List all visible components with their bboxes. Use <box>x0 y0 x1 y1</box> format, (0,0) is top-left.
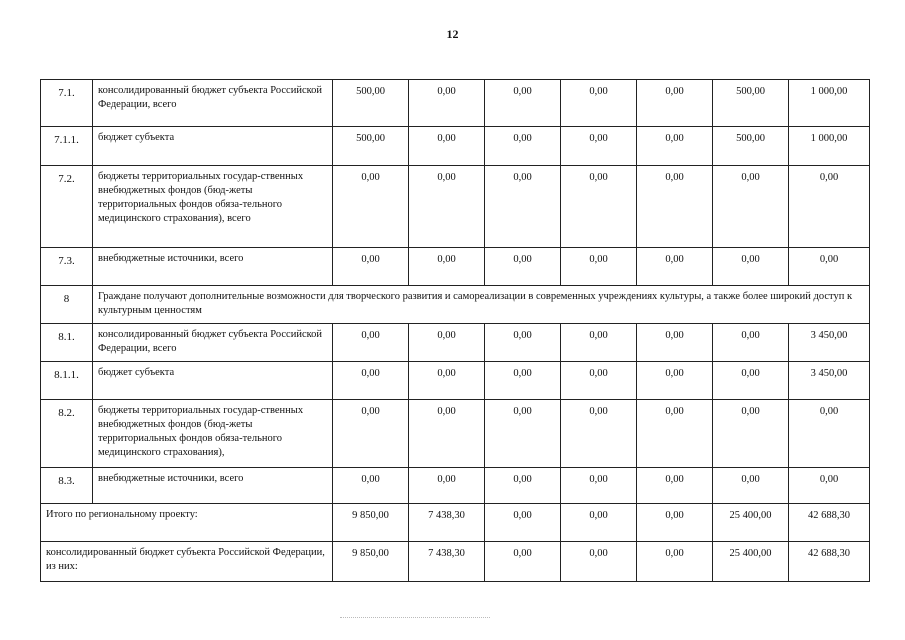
value-cell: 0,00 <box>561 542 637 582</box>
value-cell: 9 850,00 <box>333 504 409 542</box>
table-row <box>41 324 870 362</box>
budget-table <box>40 79 870 582</box>
value-cell: 0,00 <box>409 362 485 400</box>
total-label: Итого по региональному проекту: <box>41 504 333 542</box>
row-code: 7.1.1. <box>41 127 93 166</box>
value-cell: 0,00 <box>637 324 713 362</box>
value-cell: 0,00 <box>485 362 561 400</box>
value-cell: 0,00 <box>561 127 637 166</box>
value-cell: 0,00 <box>333 324 409 362</box>
value-cell: 0,00 <box>789 400 870 468</box>
table-row <box>41 166 870 248</box>
value-cell: 0,00 <box>713 362 789 400</box>
value-cell: 42 688,30 <box>789 504 870 542</box>
value-cell: 500,00 <box>713 127 789 166</box>
value-cell: 0,00 <box>485 400 561 468</box>
value-cell: 0,00 <box>485 504 561 542</box>
value-cell: 0,00 <box>561 166 637 248</box>
section-title: Граждане получают дополнительные возможности для творческого развития и самореализации в современных учреждениях культуры, а также более широкий доступ к культурным ценностям <box>93 286 870 324</box>
table-row <box>41 400 870 468</box>
row-code: 7.1. <box>41 80 93 127</box>
table-row <box>41 127 870 166</box>
row-code: 8.3. <box>41 468 93 504</box>
value-cell: 0,00 <box>485 542 561 582</box>
value-cell: 0,00 <box>333 166 409 248</box>
value-cell: 0,00 <box>409 324 485 362</box>
value-cell: 0,00 <box>789 166 870 248</box>
value-cell: 500,00 <box>713 80 789 127</box>
value-cell: 0,00 <box>637 542 713 582</box>
value-cell: 0,00 <box>333 362 409 400</box>
value-cell: 0,00 <box>637 362 713 400</box>
row-code: 8.1.1. <box>41 362 93 400</box>
value-cell: 0,00 <box>637 468 713 504</box>
value-cell: 0,00 <box>333 468 409 504</box>
row-label: консолидированный бюджет субъекта Российской Федерации, всего <box>93 80 333 127</box>
value-cell: 3 450,00 <box>789 324 870 362</box>
value-cell: 7 438,30 <box>409 542 485 582</box>
row-label: консолидированный бюджет субъекта Российской Федерации, всего <box>93 324 333 362</box>
row-label: внебюджетные источники, всего <box>93 248 333 286</box>
row-code: 7.2. <box>41 166 93 248</box>
page-number: 12 <box>446 27 459 41</box>
value-cell: 0,00 <box>561 324 637 362</box>
value-cell: 0,00 <box>637 166 713 248</box>
value-cell: 0,00 <box>409 127 485 166</box>
value-cell: 0,00 <box>713 400 789 468</box>
section-row <box>41 286 870 324</box>
value-cell: 0,00 <box>637 400 713 468</box>
value-cell: 1 000,00 <box>789 80 870 127</box>
value-cell: 0,00 <box>637 248 713 286</box>
value-cell: 9 850,00 <box>333 542 409 582</box>
value-cell: 0,00 <box>561 468 637 504</box>
value-cell: 7 438,30 <box>409 504 485 542</box>
value-cell: 0,00 <box>561 504 637 542</box>
value-cell: 0,00 <box>333 400 409 468</box>
table-row <box>41 248 870 286</box>
total-label: консолидированный бюджет субъекта Российской Федерации, из них: <box>41 542 333 582</box>
value-cell: 0,00 <box>637 504 713 542</box>
value-cell: 0,00 <box>561 362 637 400</box>
value-cell: 3 450,00 <box>789 362 870 400</box>
value-cell: 0,00 <box>561 80 637 127</box>
value-cell: 0,00 <box>485 324 561 362</box>
value-cell: 0,00 <box>485 468 561 504</box>
value-cell: 0,00 <box>409 248 485 286</box>
row-code: 8.1. <box>41 324 93 362</box>
value-cell: 500,00 <box>333 127 409 166</box>
table-row <box>41 362 870 400</box>
row-label: бюджет субъекта <box>93 127 333 166</box>
row-label: бюджеты территориальных государ-ственных внебюджетных фондов (бюд-жеты территориальных фондов обяза-тельного медицинского страхования), всего <box>93 166 333 248</box>
value-cell: 1 000,00 <box>789 127 870 166</box>
total-row <box>41 542 870 582</box>
row-label: бюджет субъекта <box>93 362 333 400</box>
table-row <box>41 468 870 504</box>
value-cell: 0,00 <box>789 248 870 286</box>
value-cell: 0,00 <box>713 166 789 248</box>
value-cell: 0,00 <box>637 80 713 127</box>
section-code: 8 <box>41 286 93 324</box>
value-cell: 0,00 <box>789 468 870 504</box>
scan-artifact <box>340 617 490 620</box>
table-row <box>41 80 870 127</box>
value-cell: 42 688,30 <box>789 542 870 582</box>
value-cell: 0,00 <box>713 468 789 504</box>
value-cell: 0,00 <box>409 400 485 468</box>
value-cell: 0,00 <box>485 127 561 166</box>
value-cell: 0,00 <box>485 80 561 127</box>
value-cell: 0,00 <box>561 400 637 468</box>
value-cell: 0,00 <box>485 248 561 286</box>
row-code: 8.2. <box>41 400 93 468</box>
value-cell: 0,00 <box>713 248 789 286</box>
value-cell: 25 400,00 <box>713 504 789 542</box>
value-cell: 0,00 <box>409 80 485 127</box>
row-label: внебюджетные источники, всего <box>93 468 333 504</box>
value-cell: 0,00 <box>637 127 713 166</box>
value-cell: 0,00 <box>485 166 561 248</box>
value-cell: 25 400,00 <box>713 542 789 582</box>
row-code: 7.3. <box>41 248 93 286</box>
value-cell: 0,00 <box>333 248 409 286</box>
value-cell: 500,00 <box>333 80 409 127</box>
row-label: бюджеты территориальных государ-ственных внебюджетных фондов (бюд-жеты территориальных фондов обяза-тельного медицинского страхования), <box>93 400 333 468</box>
total-row <box>41 504 870 542</box>
value-cell: 0,00 <box>409 166 485 248</box>
value-cell: 0,00 <box>409 468 485 504</box>
value-cell: 0,00 <box>561 248 637 286</box>
value-cell: 0,00 <box>713 324 789 362</box>
